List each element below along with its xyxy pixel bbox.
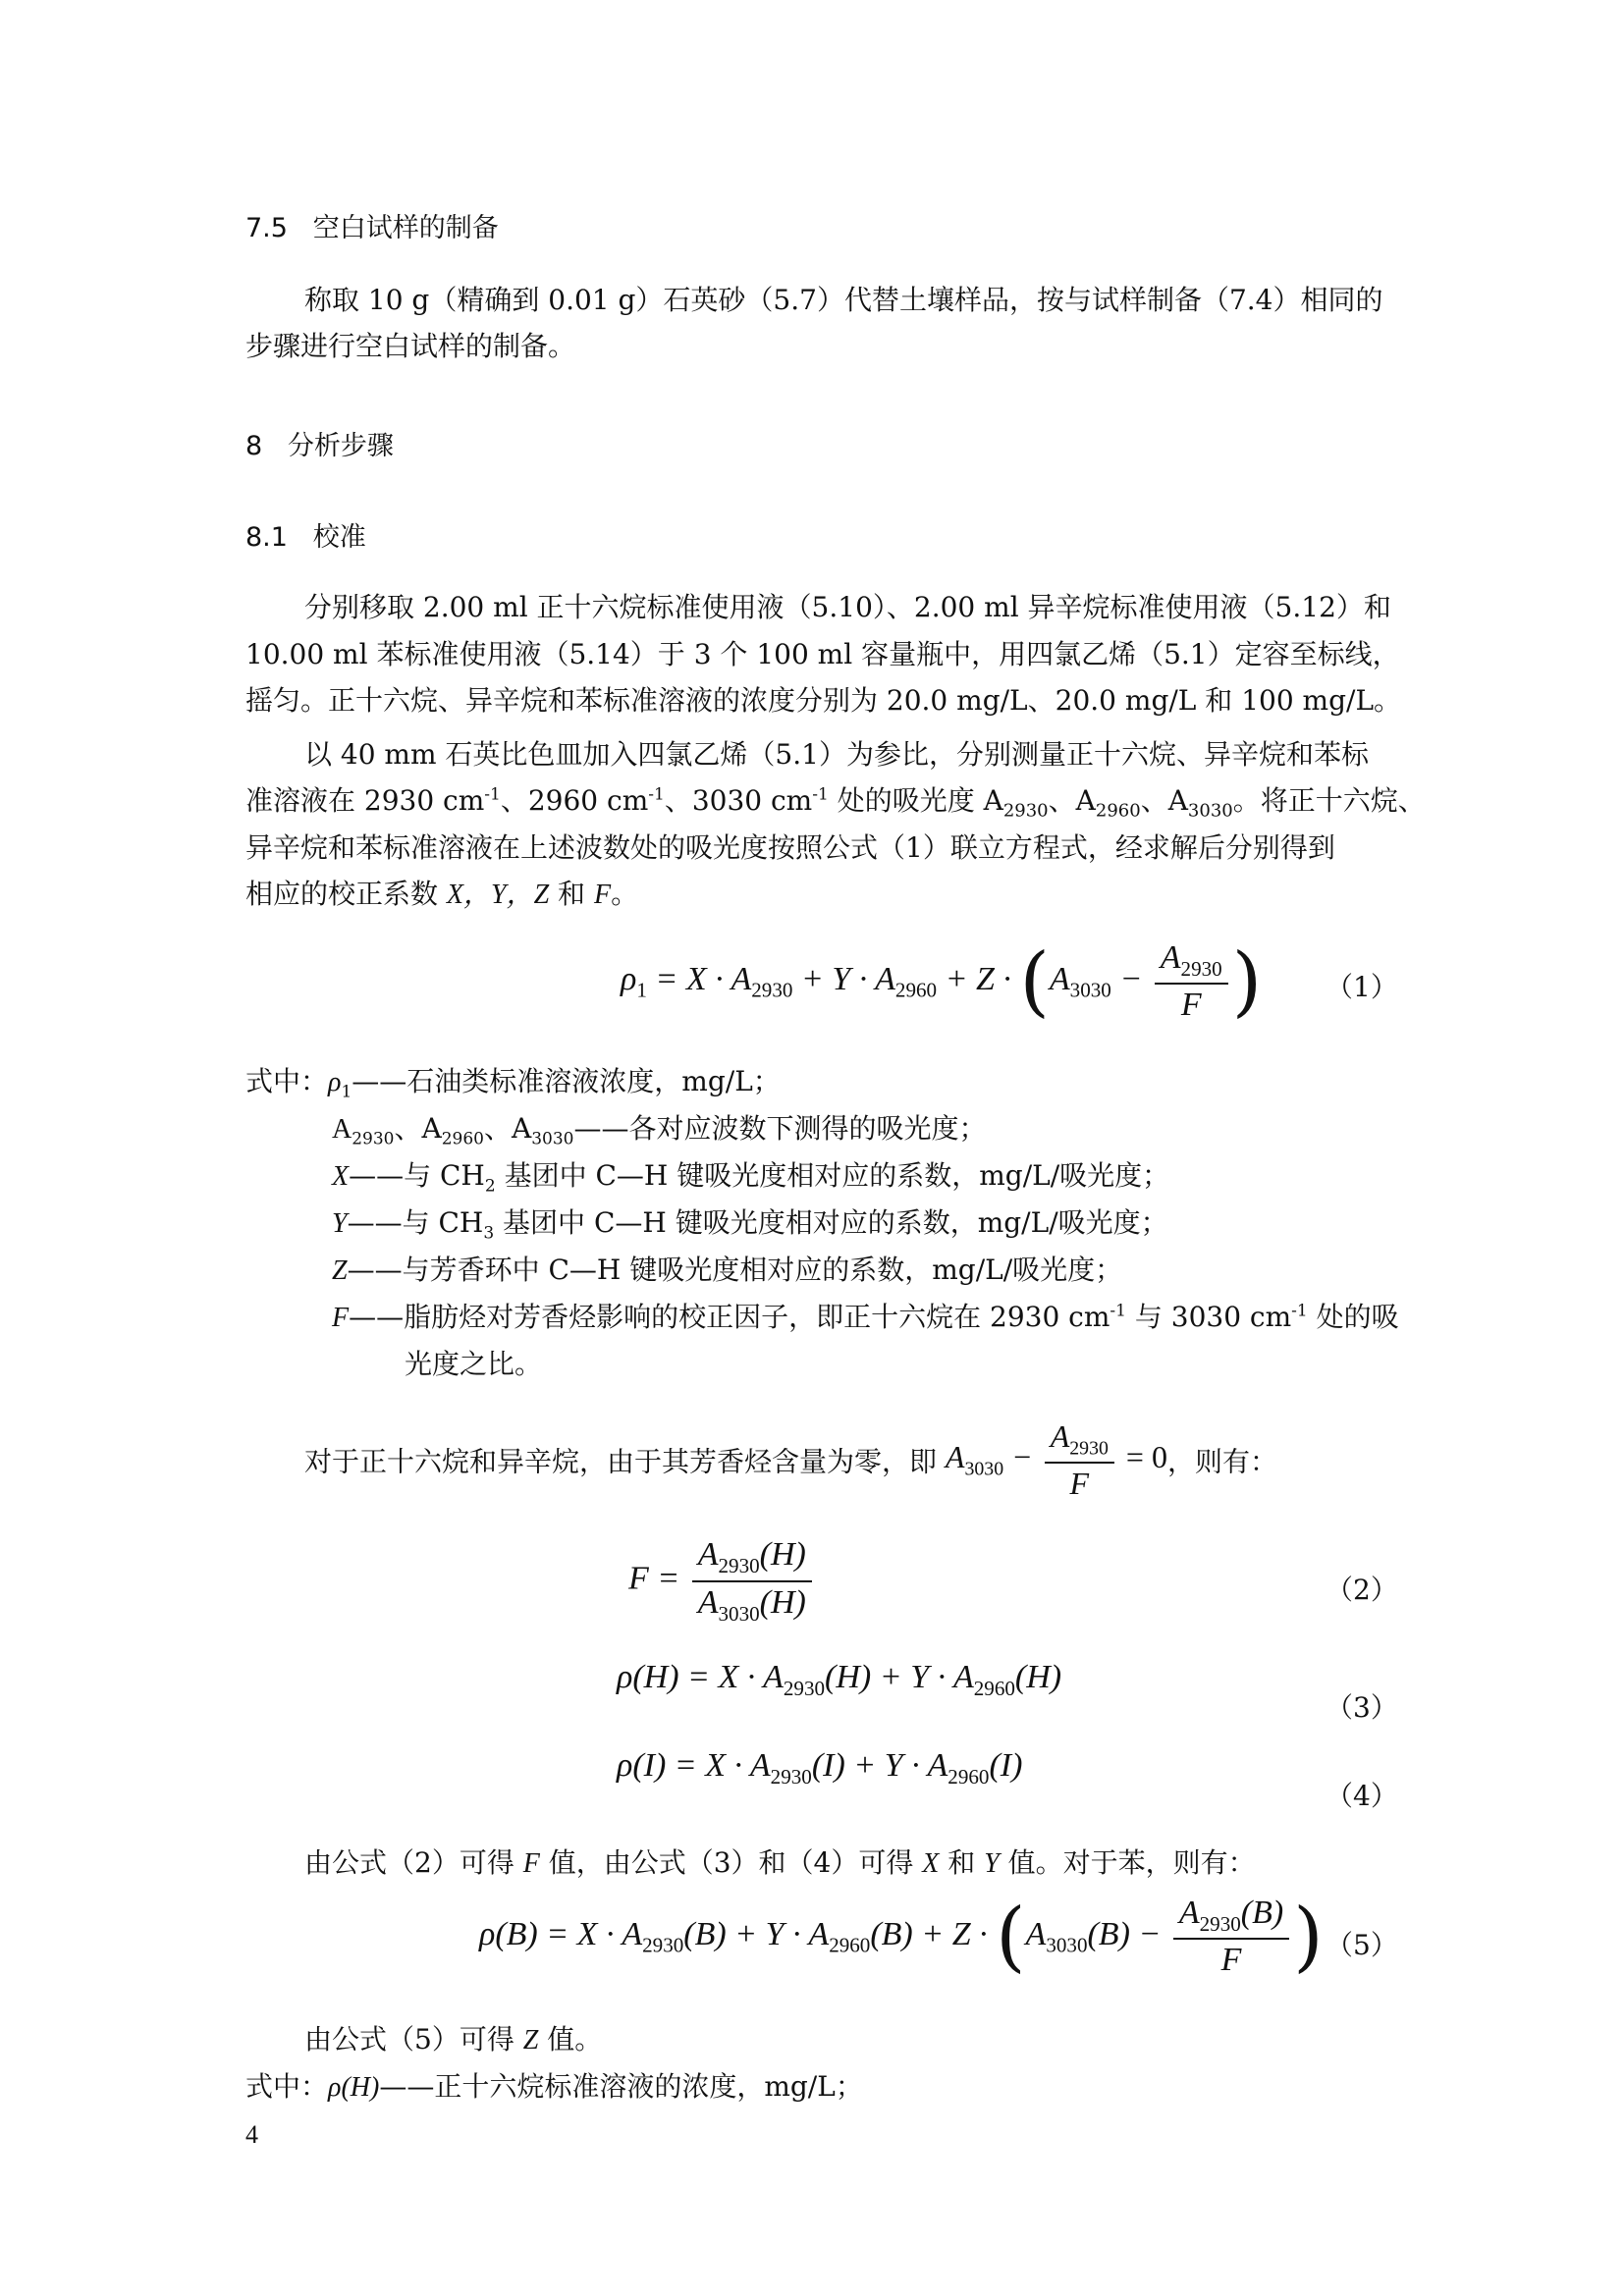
- paragraph-line: 相应的校正系数 X，Y，Z 和 F。: [245, 878, 639, 910]
- section-heading-7-5: [245, 206, 499, 244]
- where-clause: Y——与 $CH_3$ 基团中 C—H 键吸光度相对应的系数，mg/L/吸光度；: [332, 1206, 1168, 1244]
- section-number: 8: [245, 431, 263, 461]
- where-clause: F——脂肪烃对芳香烃影响的校正因子，即正十六烷在 2930 $cm^{-1}$ 与 3030 $cm^{-1}$ 处的吸: [332, 1301, 1399, 1333]
- equation-1: $\rho_1 = X \cdot A_{2930} + Y \cdot A_{2960} + Z \cdot (A_{3030}$ − $\frac{A_{2930}}{F}$ ): [621, 937, 1263, 1026]
- equation-2: F = $\frac{A_{2930}(H)}{A_{3030}(H)}$: [628, 1536, 816, 1627]
- paragraph-line: 摇匀。正十六烷、异辛烷和苯标准溶液的浓度分别为 20.0 mg/L、20.0 mg/L 和 100 mg/L。: [245, 684, 1402, 717]
- where-clause: 式中：$\rho_1——$石油类标准溶液浓度，mg/L；: [245, 1065, 781, 1102]
- paragraph-line: 由公式（5）可得 Z 值。: [304, 2023, 603, 2056]
- equation-4: $\rho(I) = X \cdot A_{2930}(I) + Y \cdot A_{2960}(I)$: [617, 1747, 1023, 1789]
- paragraph-line: 由公式（2）可得 F 值，由公式（3）和（4）可得 X 和 Y 值。对于苯，则有：: [304, 1846, 1256, 1879]
- paragraph-line: 对于正十六烷和异辛烷，由于其芳香烃含量为零，即 $A_{3030}$ − $\frac{A_{2930}}{F}$ = 0，则有：: [304, 1418, 1277, 1502]
- page-number: 4: [245, 2120, 258, 2149]
- equation-number: （5）: [1326, 1929, 1398, 1961]
- section-number: 8.1: [245, 522, 288, 553]
- section-title: 校准: [312, 522, 366, 553]
- paragraph-line: 10.00 ml 苯标准使用液（5.14）于 3 个 100 ml 容量瓶中，用四氯乙烯（5.1）定容至标线，: [245, 638, 1400, 670]
- section-heading-8: [245, 424, 394, 462]
- section-heading-8-1: [245, 515, 366, 554]
- where-clause: X——与 $CH_2$ 基团中 C—H 键吸光度相对应的系数，mg/L/吸光度；: [332, 1159, 1170, 1197]
- paragraph-line: 分别移取 2.00 ml 正十六烷标准使用液（5.10）、2.00 ml 异辛烷标准使用液（5.12）和: [304, 591, 1391, 623]
- where-clause: Z——与芳香环中 C—H 键吸光度相对应的系数，mg/L/吸光度；: [332, 1254, 1123, 1286]
- section-title: 分析步骤: [287, 431, 394, 461]
- paragraph-line: 准溶液在 2930 $cm^{-1}$、2960 $cm^{-1}$、3030 $cm^{-1}$ 处的吸光度 $A_{2930}$、$A_{2960}$、$A_{3030}$。将正十六烷、: [245, 784, 1426, 822]
- where-clause: 式中：ρ(H)——正十六烷标准溶液的浓度，mg/L；: [245, 2070, 863, 2103]
- equation-number: （2）: [1326, 1574, 1398, 1606]
- equation-3: $\rho(H) = X \cdot A_{2930}(H) + Y \cdot A_{2960}(H)$: [617, 1659, 1062, 1700]
- paragraph-line: 步骤进行空白试样的制备。: [245, 330, 576, 362]
- section-title: 空白试样的制备: [312, 213, 499, 243]
- equation-number: （4）: [1326, 1780, 1398, 1812]
- paragraph-line: 异辛烷和苯标准溶液在上述波数处的吸光度按照公式（1）联立方程式，经求解后分别得到: [245, 831, 1335, 864]
- paragraph-line: 以 40 mm 石英比色皿加入四氯乙烯（5.1）为参比，分别测量正十六烷、异辛烷和苯标: [304, 738, 1369, 771]
- section-number: 7.5: [245, 213, 288, 243]
- equation-5: $\rho(B) = X \cdot A_{2930}(B) + Y \cdot A_{2960}(B) + Z \cdot (A_{3030}(B)$ − $\frac{A_{2930}(B)}{F}$ ): [479, 1893, 1324, 1981]
- equation-number: （1）: [1326, 971, 1398, 1003]
- where-clause: 光度之比。: [405, 1348, 543, 1380]
- equation-number: （3）: [1326, 1691, 1398, 1724]
- where-clause: $A_{2930}$、$A_{2960}$、$A_{3030}——$各对应波数下测得的吸光度；: [332, 1112, 987, 1149]
- paragraph-line: 称取 10 g（精确到 0.01 g）石英砂（5.7）代替土壤样品，按与试样制备（7.4）相同的: [304, 284, 1383, 316]
